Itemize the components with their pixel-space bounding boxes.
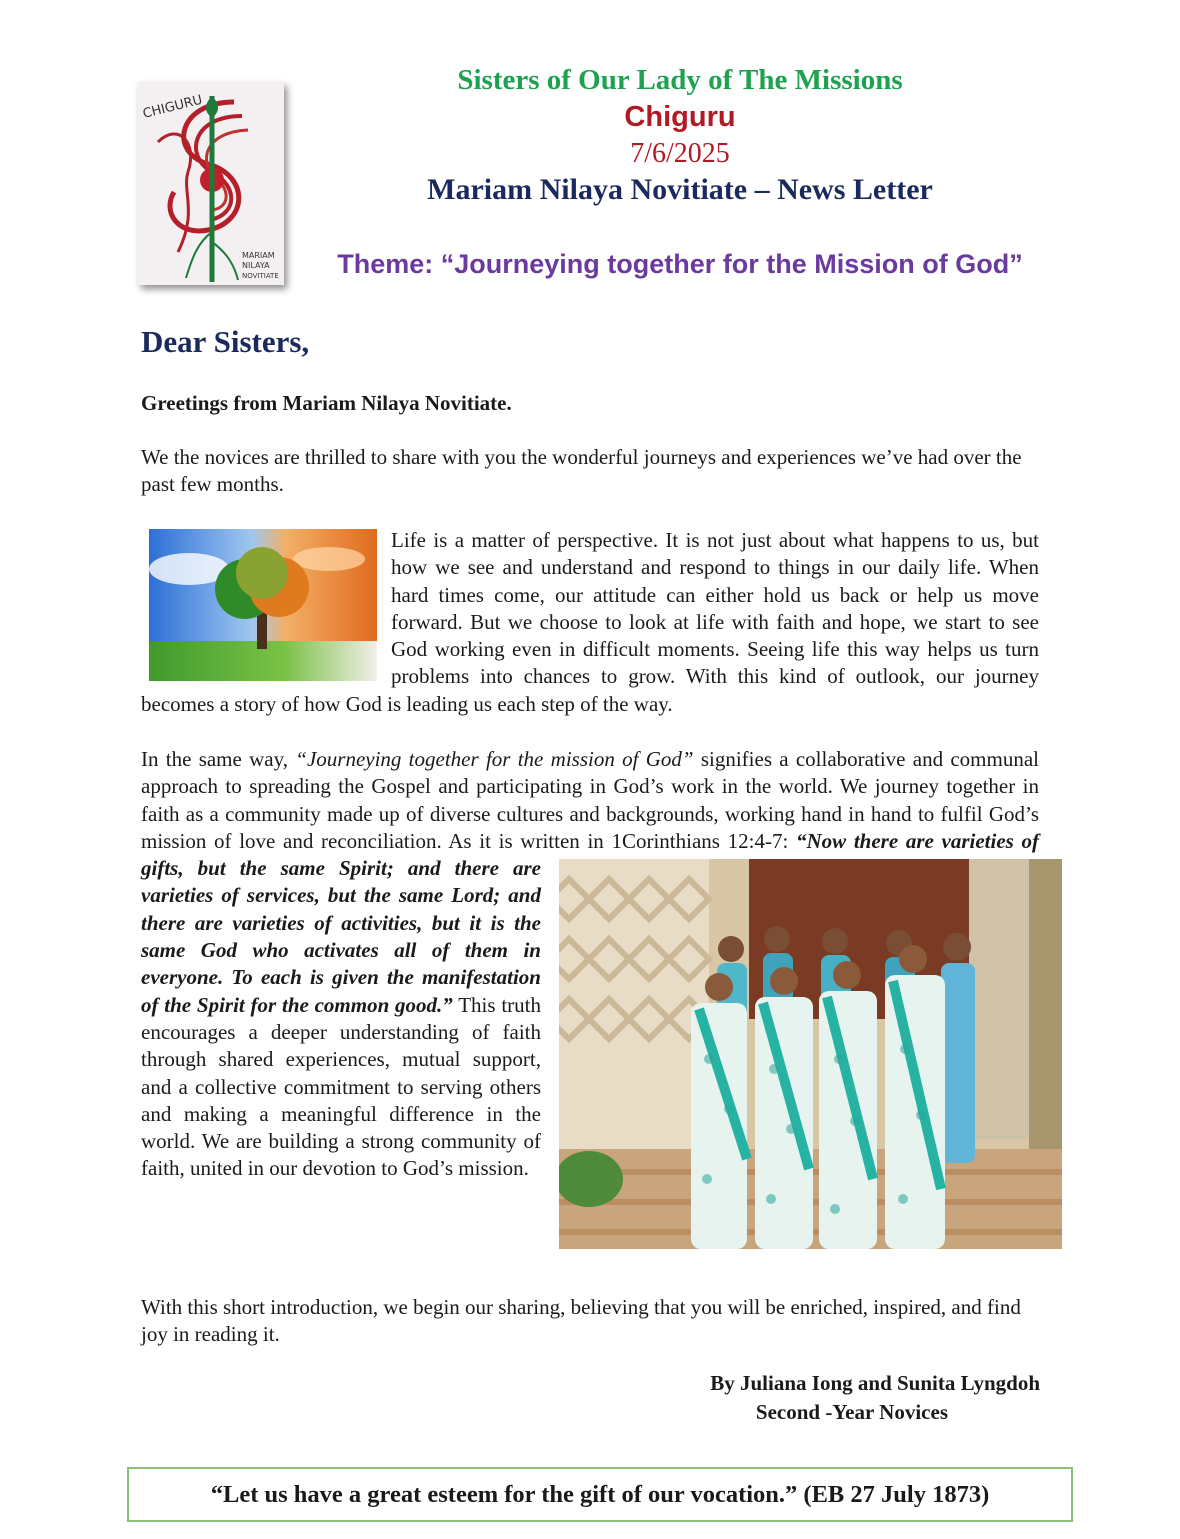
logo-text-bottom-2: NILAYA bbox=[242, 261, 270, 270]
novices-group-photo bbox=[559, 859, 1062, 1249]
greeting-line: Greetings from Mariam Nilaya Novitiate. bbox=[141, 391, 512, 415]
journey-quote: “Journeying together for the mission of God” bbox=[295, 747, 694, 771]
organization-name: Sisters of Our Lady of The Missions bbox=[457, 64, 903, 96]
journey-intro-text: signifies a collaborative and communal approach to spreading the Gospel and participating in God’s work in the world. We journey together in faith as a community made up of diverse cultures and backgrounds, working hand in hand to fulfil God’s mission of love and reconciliation. As it is written in 1Corinthians 12:4-7: bbox=[141, 747, 1039, 853]
journey-tail-text: This truth encourages a deeper understanding of faith through shared experiences, mutual support, and a collective commitment to serving others and making a meaningful difference in the world. We are building a strong community of faith, united in our devotion to God’s mission. bbox=[141, 992, 541, 1181]
journey-lead: In the same way, bbox=[141, 747, 296, 771]
newsletter-title: Mariam Nilaya Novitiate – News Letter bbox=[427, 173, 933, 206]
perspective-section bbox=[141, 527, 1039, 718]
newsletter-date: 7/6/2025 bbox=[630, 138, 730, 169]
newsletter-name: Chiguru bbox=[624, 101, 736, 133]
footer-quote: “Let us have a great esteem for the gift of our vocation.” (EB 27 July 1873) bbox=[210, 1480, 990, 1508]
journey-section bbox=[141, 746, 1039, 1255]
footer-quote-box bbox=[127, 1467, 1073, 1522]
intro-paragraph: We the novices are thrilled to share with you the wonderful journeys and experiences we’ve had over the past few months. bbox=[141, 445, 1022, 497]
tree-illustration bbox=[149, 529, 377, 681]
logo-text-bottom-1: MARIAM bbox=[242, 251, 275, 260]
logo-text-top: CHIGURU bbox=[141, 92, 204, 122]
signature-authors: By Juliana Iong and Sunita Lyngdoh bbox=[710, 1371, 1040, 1395]
scripture-quote: “Now there are varieties of gifts, but the same Spirit; and there are varieties of services, but the same Lord; and there are varieties of activities, but it is the same God who activates all of them in everyone. To each is given the manifestation of the Spirit for the common good.” bbox=[141, 828, 1039, 1017]
salutation: Dear Sisters, bbox=[141, 324, 310, 359]
newsletter-theme: Theme: “Journeying together for the Mission of God” bbox=[337, 249, 1023, 279]
perspective-text: Life is a matter of perspective. It is not just about what happens to us, but how we see and understand and respond to things in our daily life. When hard times come, our attitude can either hold us back or help us move forward. But we choose to look at life with faith and hope, we start to see God working even in difficult moments. Seeing life this way helps us turn problems into chances to grow. With this kind of outlook, our journey becomes a story of how God is leading us each step of the way. bbox=[141, 528, 1039, 716]
newsletter-logo bbox=[138, 82, 284, 285]
closing-paragraph: With this short introduction, we begin our sharing, believing that you will be enriched, inspired, and find joy in reading it. bbox=[141, 1295, 1021, 1347]
logo-text-bottom-3: NOVITIATE bbox=[242, 272, 279, 280]
signature-role: Second -Year Novices bbox=[755, 1400, 948, 1424]
